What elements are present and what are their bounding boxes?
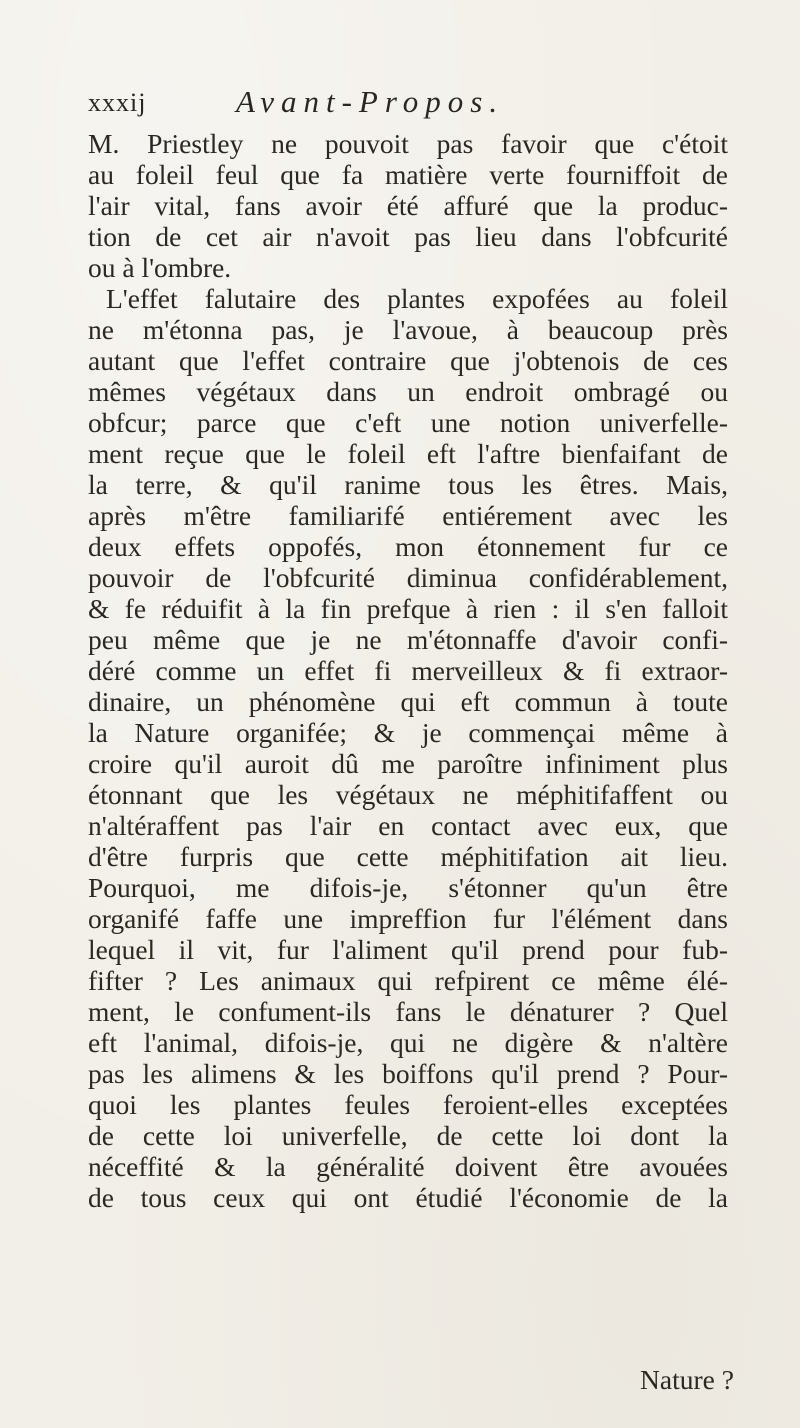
text-line: la Nature organifée; & je commençai même à: [88, 717, 728, 748]
text-line: tion de cet air n'avoit pas lieu dans l'obfcurité: [88, 221, 728, 252]
text-line: pouvoir de l'obfcurité diminua confidérablement,: [88, 562, 728, 593]
text-line: organifé faffe une impreffion fur l'élément dans: [88, 903, 728, 934]
text-line: mêmes végétaux dans un endroit ombragé ou: [88, 376, 728, 407]
text-line: déré comme un effet fi merveilleux & fi extraor-: [88, 655, 728, 686]
text-line: autant que l'effet contraire que j'obtenois de ces: [88, 345, 728, 376]
text-line: ment reçue que le foleil eft l'aftre bienfaifant de: [88, 438, 728, 469]
text-line: de tous ceux qui ont étudié l'économie de la: [88, 1182, 728, 1213]
text-line: croire qu'il auroit dû me paroître infiniment plus: [88, 748, 728, 779]
text-line: & fe réduifit à la fin prefque à rien : il s'en falloit: [88, 593, 728, 624]
text-line: ou à l'ombre.: [88, 252, 232, 283]
text-line: ment, le confument-ils fans le dénaturer ? Quel: [88, 996, 728, 1027]
text-line: peu même que je ne m'étonnaffe d'avoir confi-: [88, 624, 728, 655]
text-line: pas les alimens & les boiffons qu'il prend ? Pour-: [88, 1058, 728, 1089]
text-line: au foleil feul que fa matière verte fourniffoit de: [88, 159, 728, 190]
text-line: après m'être familiarifé entiérement avec les: [88, 500, 728, 531]
text-line: la terre, & qu'il ranime tous les êtres. Mais,: [88, 469, 728, 500]
catchword: Nature ?: [640, 1364, 734, 1395]
text-line: de cette loi univerfelle, de cette loi dont la: [88, 1120, 728, 1151]
text-line: M. Priestley ne pouvoit pas favoir que c'étoit: [88, 128, 728, 159]
text-line: étonnant que les végétaux ne méphitifaffent ou: [88, 779, 728, 810]
text-line: eft l'animal, difois-je, qui ne digère & n'altère: [88, 1027, 728, 1058]
text-line: ne m'étonna pas, je l'avoue, à beaucoup près: [88, 314, 728, 345]
text-line: L'effet falutaire des plantes expofées au foleil: [106, 283, 728, 314]
text-line: fifter ? Les animaux qui refpirent ce même élé-: [88, 965, 728, 996]
running-title: Avant-Propos.: [236, 84, 505, 119]
text-line: néceffité & la généralité doivent être avouées: [88, 1151, 728, 1182]
text-line: n'altéraffent pas l'air en contact avec eux, que: [88, 810, 728, 841]
page-header: [88, 84, 728, 124]
text-line: l'air vital, fans avoir été affuré que la produc-: [88, 190, 728, 221]
text-line: d'être furpris que cette méphitifation ait lieu.: [88, 841, 728, 872]
page-number: xxxij: [88, 88, 147, 117]
text-line: obfcur; parce que c'eft une notion univerfelle-: [88, 407, 728, 438]
text-line: Pourquoi, me difois-je, s'étonner qu'un être: [88, 872, 728, 903]
text-line: lequel il vit, fur l'aliment qu'il prend pour fub-: [88, 934, 728, 965]
text-line: dinaire, un phénomène qui eft commun à toute: [88, 686, 728, 717]
text-line: deux effets oppofés, mon étonnement fur ce: [88, 531, 728, 562]
body-text: [88, 128, 728, 1213]
text-line: quoi les plantes feules feroient-elles exceptées: [88, 1089, 728, 1120]
